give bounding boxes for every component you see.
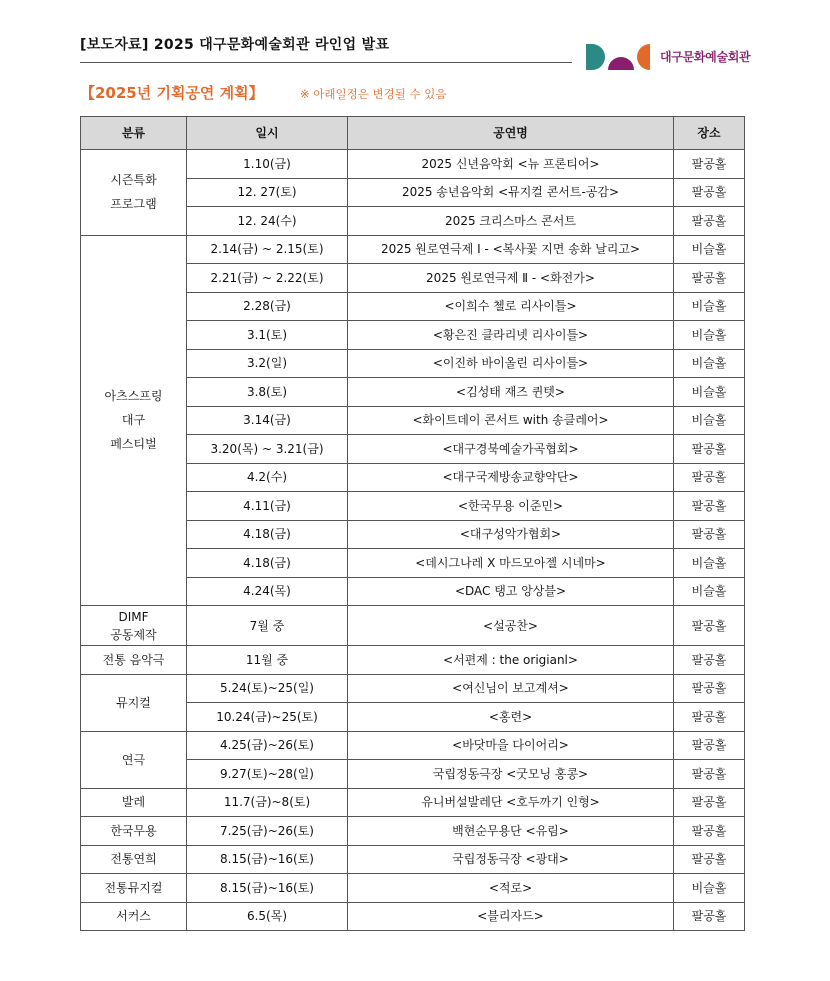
venue-cell: 팔공홀 — [674, 845, 745, 874]
category-label: DIMF — [118, 609, 149, 624]
plan-note: ※ 아래일정은 변경될 수 있음 — [300, 87, 447, 101]
category-cell — [81, 788, 187, 817]
category-label: 발레 — [121, 795, 146, 810]
table-row — [81, 646, 745, 675]
venue-cell: 팔공홀 — [674, 178, 745, 207]
table-row — [81, 788, 745, 817]
title-cell: 2025 신년음악회 <뉴 프론티어> — [348, 150, 674, 179]
category-label: 공동제작 — [110, 627, 157, 642]
title-cell: <이진하 바이올린 리사이틀> — [348, 349, 674, 378]
date-cell: 3.1(토) — [187, 321, 348, 350]
table-row — [81, 606, 745, 646]
title-cell: <대구성악가협회> — [348, 520, 674, 549]
logo-c-shape — [637, 44, 650, 70]
venue-cell: 팔공홀 — [674, 150, 745, 179]
table-row — [81, 902, 745, 931]
venue-cell: 비슬홀 — [674, 577, 745, 606]
header-category: 분류 — [81, 117, 187, 150]
title-cell: 2025 원로연극제 Ⅱ - <화전가> — [348, 264, 674, 293]
venue-cell: 비슬홀 — [674, 349, 745, 378]
date-cell: 4.11(금) — [187, 492, 348, 521]
title-cell: <DAC 탱고 앙상블> — [348, 577, 674, 606]
title-cell: <바닷마을 다이어리> — [348, 731, 674, 760]
title-cell: 2025 원로연극제 Ⅰ - <복사꽃 지면 송화 날리고> — [348, 235, 674, 264]
category-label: 전통뮤지컬 — [104, 880, 163, 895]
performance-schedule-table — [80, 116, 745, 931]
category-label: 페스티벌 — [110, 437, 157, 452]
title-cell: <적로> — [348, 874, 674, 903]
venue-cell: 팔공홀 — [674, 788, 745, 817]
venue-cell: 팔공홀 — [674, 674, 745, 703]
table-row — [81, 874, 745, 903]
category-label: 전통 음악극 — [102, 652, 165, 667]
title-cell: <화이트데이 콘서트 with 송클레어> — [348, 406, 674, 435]
date-cell: 11월 중 — [187, 646, 348, 675]
venue-cell: 비슬홀 — [674, 874, 745, 903]
venue-cell: 비슬홀 — [674, 235, 745, 264]
date-cell: 6.5(목) — [187, 902, 348, 931]
category-cell — [81, 845, 187, 874]
category-cell — [81, 150, 187, 236]
date-cell: 2.21(금) ~ 2.22(토) — [187, 264, 348, 293]
category-cell — [81, 731, 187, 788]
date-cell: 7월 중 — [187, 606, 348, 646]
venue-cell: 비슬홀 — [674, 549, 745, 578]
category-cell — [81, 674, 187, 731]
title-cell: <김성태 재즈 퀸텟> — [348, 378, 674, 407]
header-title: 공연명 — [348, 117, 674, 150]
title-cell: 국립정동극장 <광대> — [348, 845, 674, 874]
venue-cell: 팔공홀 — [674, 492, 745, 521]
title-cell: <홍련> — [348, 703, 674, 732]
venue-cell: 팔공홀 — [674, 902, 745, 931]
date-cell: 3.8(토) — [187, 378, 348, 407]
date-cell: 2.28(금) — [187, 292, 348, 321]
category-cell — [81, 235, 187, 606]
date-cell: 4.2(수) — [187, 463, 348, 492]
date-cell: 3.20(목) ~ 3.21(금) — [187, 435, 348, 464]
table-header-row — [81, 117, 745, 150]
title-cell: <블리자드> — [348, 902, 674, 931]
title-cell: <황은진 클라리넷 리사이틀> — [348, 321, 674, 350]
venue-cell: 팔공홀 — [674, 760, 745, 789]
header-divider — [80, 62, 572, 63]
date-cell: 11.7(금)~8(토) — [187, 788, 348, 817]
category-label: 뮤지컬 — [116, 695, 151, 710]
table-row — [81, 235, 745, 264]
date-cell: 4.25(금)~26(토) — [187, 731, 348, 760]
title-cell: <대구국제방송교향악단> — [348, 463, 674, 492]
title-cell: <이희수 첼로 리사이틀> — [348, 292, 674, 321]
venue-cell: 비슬홀 — [674, 406, 745, 435]
category-cell — [81, 874, 187, 903]
venue-cell: 팔공홀 — [674, 703, 745, 732]
venue-cell: 팔공홀 — [674, 520, 745, 549]
table-row — [81, 674, 745, 703]
logo-d-shape — [586, 44, 605, 70]
category-cell — [81, 902, 187, 931]
document-title: [보도자료] 2025 대구문화예술회관 라인업 발표 — [80, 37, 390, 53]
venue-cell: 팔공홀 — [674, 731, 745, 760]
category-label: 서커스 — [116, 909, 151, 924]
title-cell: 2025 송년음악회 <뮤지컬 콘서트-공감> — [348, 178, 674, 207]
category-label: 프로그램 — [110, 197, 157, 212]
venue-cell: 팔공홀 — [674, 435, 745, 464]
title-cell: <데시그나레 X 마드모아젤 시네마> — [348, 549, 674, 578]
venue-cell: 팔공홀 — [674, 463, 745, 492]
venue-cell: 팔공홀 — [674, 606, 745, 646]
title-cell: <서편제 : the origianl> — [348, 646, 674, 675]
category-label: 시즌특화 — [110, 173, 157, 188]
title-cell: 2025 크리스마스 콘서트 — [348, 207, 674, 236]
date-cell: 4.18(금) — [187, 520, 348, 549]
date-cell: 12. 24(수) — [187, 207, 348, 236]
date-cell: 4.24(목) — [187, 577, 348, 606]
title-cell: 국립정동극장 <굿모닝 홍콩> — [348, 760, 674, 789]
header-venue: 장소 — [674, 117, 745, 150]
date-cell: 5.24(토)~25(일) — [187, 674, 348, 703]
venue-cell: 팔공홀 — [674, 817, 745, 846]
title-cell: <여신님이 보고계셔> — [348, 674, 674, 703]
category-cell — [81, 606, 187, 646]
venue-cell: 팔공홀 — [674, 646, 745, 675]
category-label: 대구 — [121, 413, 146, 428]
category-label: 아츠스프링 — [104, 389, 163, 404]
header-date: 일시 — [187, 117, 348, 150]
date-cell: 8.15(금)~16(토) — [187, 845, 348, 874]
title-cell: <한국무용 이준민> — [348, 492, 674, 521]
venue-cell: 비슬홀 — [674, 378, 745, 407]
date-cell: 12. 27(토) — [187, 178, 348, 207]
venue-cell: 팔공홀 — [674, 207, 745, 236]
plan-title: 【2025년 기획공연 계획】 — [80, 84, 264, 102]
table-row — [81, 150, 745, 179]
date-cell: 10.24(금)~25(토) — [187, 703, 348, 732]
date-cell: 2.14(금) ~ 2.15(토) — [187, 235, 348, 264]
dac-logo-icon — [584, 42, 654, 72]
venue-cell: 팔공홀 — [674, 264, 745, 293]
venue-cell: 비슬홀 — [674, 292, 745, 321]
date-cell: 4.18(금) — [187, 549, 348, 578]
date-cell: 1.10(금) — [187, 150, 348, 179]
table-row — [81, 731, 745, 760]
date-cell: 9.27(토)~28(일) — [187, 760, 348, 789]
category-cell — [81, 646, 187, 675]
venue-cell: 비슬홀 — [674, 321, 745, 350]
title-cell: <대구경북예술가곡협회> — [348, 435, 674, 464]
title-cell: 백현순무용단 <유림> — [348, 817, 674, 846]
category-label: 연극 — [121, 752, 146, 767]
table-body — [81, 150, 745, 931]
date-cell: 3.2(일) — [187, 349, 348, 378]
logo-text: 대구문화예술회관 — [660, 50, 751, 64]
date-cell: 7.25(금)~26(토) — [187, 817, 348, 846]
category-label: 한국무용 — [110, 823, 157, 838]
title-cell: <설공찬> — [348, 606, 674, 646]
logo-a-shape — [608, 57, 634, 70]
table-row — [81, 817, 745, 846]
title-cell: 유니버설발레단 <호두까기 인형> — [348, 788, 674, 817]
date-cell: 3.14(금) — [187, 406, 348, 435]
table-row — [81, 845, 745, 874]
category-label: 전통연희 — [110, 852, 157, 867]
category-cell — [81, 817, 187, 846]
date-cell: 8.15(금)~16(토) — [187, 874, 348, 903]
